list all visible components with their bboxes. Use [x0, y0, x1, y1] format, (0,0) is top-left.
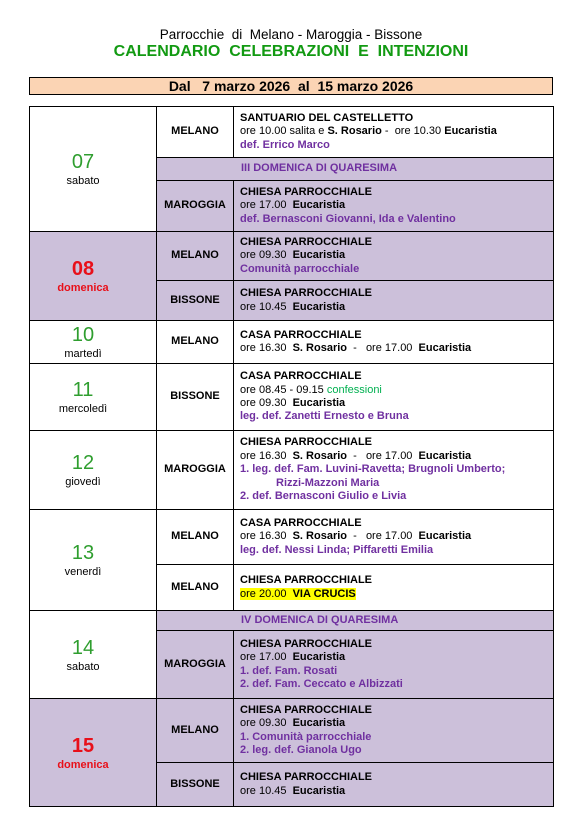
intention-line: Rizzi-Mazzoni Maria [276, 476, 380, 489]
table-row [30, 510, 554, 565]
venue-name: SANTUARIO DEL CASTELLETTO [240, 111, 414, 124]
details-cell [234, 510, 554, 565]
intention-line: def. Errico Marco [240, 138, 330, 151]
schedule-line [240, 717, 549, 730]
table-row [30, 321, 554, 364]
location-name: BISSONE [157, 281, 234, 321]
intention-line: 1. def. Fam. Rosati [240, 664, 338, 677]
service-name: Eucaristia [292, 249, 346, 262]
day-cell [30, 364, 157, 431]
details-cell [234, 364, 554, 431]
period-band: Dal 7 marzo 2026 al 15 marzo 2026 [29, 77, 553, 95]
schedule-line [240, 530, 549, 543]
service-name: Eucaristia [292, 300, 346, 313]
schedule-text: ore 09.30 [240, 397, 293, 409]
venue-name: CHIESA PARROCCHIALE [240, 235, 373, 248]
table-row [30, 364, 554, 431]
schedule-line [240, 384, 549, 397]
calendar-table [29, 106, 554, 807]
day-number: 13 [71, 542, 95, 564]
details-cell [234, 321, 554, 364]
weekday-name: martedì [64, 348, 102, 360]
schedule-text: - ore 10.30 [381, 125, 445, 138]
location-name: BISSONE [157, 364, 234, 431]
service-name: S. Rosario [292, 530, 347, 543]
calendar-title: CALENDARIO CELEBRAZIONI E INTENZIONI [113, 43, 469, 60]
schedule-line [240, 249, 549, 262]
details-cell [234, 107, 554, 158]
service-name: Eucaristia [292, 199, 346, 212]
schedule-text: ore 10.00 salita e [240, 125, 328, 138]
intention-line: 2. def. Fam. Ceccato e Albizzati [240, 677, 403, 690]
parishes-heading: Parrocchie di Melano - Maroggia - Bissone [159, 27, 423, 42]
service-name: Eucaristia [292, 651, 346, 664]
location-name: MAROGGIA [157, 631, 234, 699]
schedule-line [240, 651, 549, 664]
service-name: Eucaristia [292, 717, 346, 730]
service-name: S. Rosario [327, 125, 382, 138]
weekday-name: mercoledì [58, 403, 108, 415]
schedule-text: ore 10.45 [240, 300, 293, 313]
venue-name: CASA PARROCCHIALE [240, 516, 362, 529]
service-name: Eucaristia [292, 397, 346, 409]
day-cell [30, 699, 157, 807]
details-cell [234, 699, 554, 763]
intention-line: Comunità parrocchiale [240, 262, 360, 275]
service-name: VIA CRUCIS [292, 587, 356, 600]
day-number: 14 [71, 636, 95, 659]
intention-line: def. Bernasconi Giovanni, Ida e Valentino [240, 212, 456, 225]
schedule-text: ore 17.00 [240, 651, 293, 664]
intention-line: leg. def. Zanetti Ernesto e Bruna [240, 410, 409, 423]
venue-name: CHIESA PARROCCHIALE [240, 771, 373, 784]
schedule-line [240, 397, 549, 410]
venue-name: CHIESA PARROCCHIALE [240, 574, 373, 587]
location-name: BISSONE [157, 763, 234, 807]
location-name: MELANO [157, 107, 234, 158]
service-name: Eucaristia [444, 125, 497, 138]
intention-line: leg. def. Nessi Linda; Piffaretti Emilia [240, 543, 434, 556]
venue-name: CASA PARROCCHIALE [240, 370, 362, 383]
schedule-text: ore 20.00 [240, 587, 293, 600]
day-cell [30, 321, 157, 364]
schedule-text: - ore 17.00 [347, 342, 419, 354]
venue-name: CHIESA PARROCCHIALE [240, 185, 373, 198]
intention-line: 2. def. Bernasconi Giulio e Livia [240, 490, 407, 503]
schedule-text: ore 08.45 - 09.15 [240, 383, 327, 396]
schedule-text: ore 17.00 [240, 199, 293, 212]
venue-name: CHIESA PARROCCHIALE [240, 436, 373, 449]
weekday-name: domenica [57, 758, 109, 771]
via-crucis-highlight [240, 588, 356, 600]
day-cell [30, 611, 157, 699]
schedule-text: - ore 17.00 [347, 449, 419, 462]
venue-name: CHIESA PARROCCHIALE [240, 637, 373, 650]
intention-line: 2. leg. def. Gianola Ugo [240, 743, 362, 756]
schedule-text: ore 10.45 [240, 784, 293, 797]
table-row [30, 699, 554, 763]
table-row [30, 232, 554, 281]
location-name: MELANO [157, 321, 234, 364]
schedule-text: ore 16.30 [240, 530, 293, 543]
schedule-text: - ore 17.00 [347, 530, 419, 543]
location-name: MELANO [157, 565, 234, 611]
venue-name: CHIESA PARROCCHIALE [240, 703, 373, 716]
day-number: 10 [71, 324, 95, 346]
table-row [30, 611, 554, 631]
details-cell [234, 631, 554, 699]
details-cell [234, 431, 554, 510]
day-number: 15 [71, 734, 95, 757]
location-name: MAROGGIA [157, 181, 234, 232]
day-number: 12 [71, 452, 95, 474]
schedule-text: ore 16.30 [240, 449, 293, 462]
location-name: MAROGGIA [157, 431, 234, 510]
venue-name: CHIESA PARROCCHIALE [240, 287, 373, 300]
schedule-line [240, 301, 549, 314]
day-cell [30, 232, 157, 321]
weekday-name: sabato [66, 175, 100, 187]
details-cell [234, 181, 554, 232]
schedule-text: ore 09.30 [240, 249, 293, 262]
details-cell [234, 763, 554, 807]
weekday-name: domenica [57, 282, 109, 294]
service-name: S. Rosario [292, 342, 347, 354]
weekday-name: sabato [66, 660, 100, 673]
table-row [30, 431, 554, 510]
service-name: S. Rosario [292, 449, 347, 462]
weekday-name: giovedì [65, 476, 101, 488]
details-cell [234, 281, 554, 321]
table-row [30, 107, 554, 158]
schedule-line [240, 125, 549, 138]
feast-band: IV DOMENICA DI QUARESIMA [157, 611, 554, 631]
schedule-line [240, 450, 549, 463]
details-cell [234, 565, 554, 611]
day-number: 07 [71, 151, 95, 173]
day-number: 11 [72, 379, 94, 401]
service-name: Eucaristia [292, 784, 346, 797]
weekday-name: venerdì [64, 566, 102, 578]
location-name: MELANO [157, 232, 234, 281]
venue-name: CASA PARROCCHIALE [240, 328, 362, 341]
location-name: MELANO [157, 699, 234, 763]
day-cell [30, 510, 157, 611]
day-cell [30, 107, 157, 232]
schedule-line [240, 342, 549, 355]
intention-line: 1. Comunità parrocchiale [240, 730, 372, 743]
schedule-text: ore 09.30 [240, 717, 293, 730]
day-number: 08 [71, 258, 95, 280]
intention-line: 1. leg. def. Fam. Luvini-Ravetta; Brugnoli Umberto; [240, 463, 506, 476]
service-name: Eucaristia [418, 449, 472, 462]
schedule-line [240, 199, 549, 212]
schedule-text: ore 16.30 [240, 342, 293, 354]
location-name: MELANO [157, 510, 234, 565]
service-name: Eucaristia [418, 342, 472, 354]
day-cell [30, 431, 157, 510]
schedule-line [240, 588, 549, 601]
feast-band: III DOMENICA DI QUARESIMA [157, 158, 554, 181]
details-cell [234, 232, 554, 281]
service-name: Eucaristia [418, 530, 472, 543]
schedule-line [240, 785, 549, 798]
confession-label: confessioni [326, 383, 382, 396]
